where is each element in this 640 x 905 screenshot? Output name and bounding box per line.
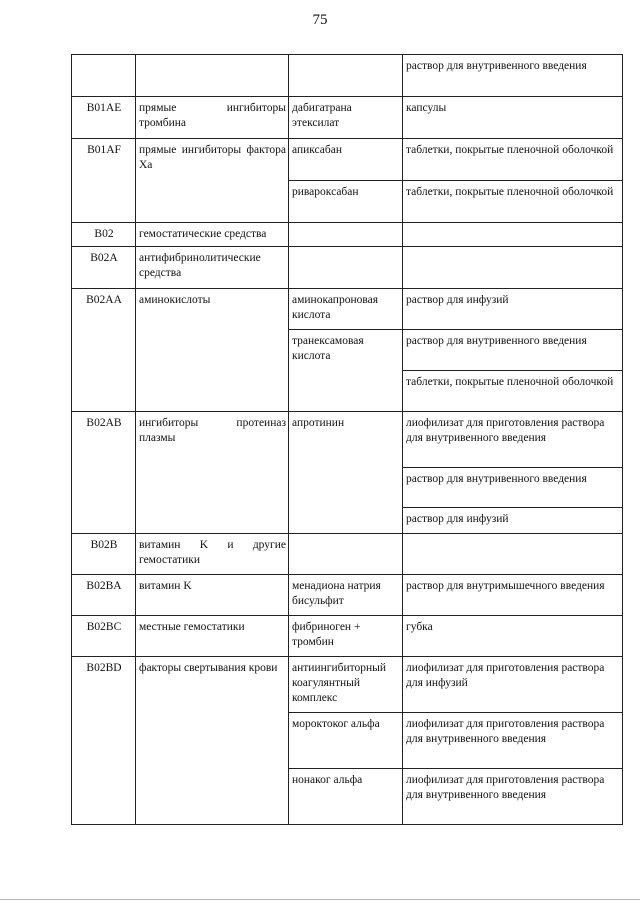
drug-cell: нонаког альфа	[289, 769, 403, 825]
form-cell	[403, 223, 623, 247]
form-cell: лиофилизат для приготовления раствора для инфузий	[403, 657, 623, 713]
form-cell: таблетки, покрытые пленочной оболочкой	[403, 371, 623, 412]
form-cell: лиофилизат для приготовления раствора для внутривенного введения	[403, 713, 623, 769]
code-cell: B02BD	[72, 657, 136, 825]
group-cell: витамин K и другие гемостатики	[136, 534, 289, 575]
group-cell: прямые ингибиторы фактора Xa	[136, 139, 289, 223]
form-cell	[403, 534, 623, 575]
table-row	[72, 247, 623, 289]
code-cell: B01AE	[72, 97, 136, 139]
code-cell: B02	[72, 223, 136, 247]
form-cell: таблетки, покрытые пленочной оболочкой	[403, 181, 623, 223]
drug-cell: ривароксабан	[289, 181, 403, 223]
form-cell: раствор для инфузий	[403, 508, 623, 534]
drug-cell: антиингибиторный коагулянтный комплекс	[289, 657, 403, 713]
code-cell: B02BA	[72, 575, 136, 616]
form-cell: таблетки, покрытые пленочной оболочкой	[403, 139, 623, 181]
page-bottom-rule	[0, 899, 640, 900]
drug-cell: менадиона натрия бисульфит	[289, 575, 403, 616]
drug-cell	[289, 223, 403, 247]
drug-cell: фибриноген + тромбин	[289, 616, 403, 657]
drug-cell	[289, 534, 403, 575]
table-row	[72, 97, 623, 139]
drug-cell: аминокапроновая кислота	[289, 289, 403, 330]
group-cell: местные гемостатики	[136, 616, 289, 657]
drug-cell: апиксабан	[289, 139, 403, 181]
table-row	[72, 412, 623, 468]
table-row	[72, 575, 623, 616]
form-cell: капсулы	[403, 97, 623, 139]
drug-cell	[289, 55, 403, 97]
form-cell: раствор для внутривенного введения	[403, 55, 623, 97]
code-cell: B02A	[72, 247, 136, 289]
group-cell: факторы свертывания крови	[136, 657, 289, 825]
form-cell: раствор для инфузий	[403, 289, 623, 330]
group-cell: витамин K	[136, 575, 289, 616]
table-row	[72, 657, 623, 713]
form-cell: раствор для внутривенного введения	[403, 468, 623, 508]
group-cell: антифибринолитические средства	[136, 247, 289, 289]
group-cell: гемостатические средства	[136, 223, 289, 247]
code-cell: B01AF	[72, 139, 136, 223]
page-number: 75	[312, 12, 328, 28]
form-cell	[403, 247, 623, 289]
form-cell: лиофилизат для приготовления раствора для внутривенного введения	[403, 412, 623, 468]
group-cell: аминокислоты	[136, 289, 289, 412]
drug-table	[71, 54, 623, 825]
table-row	[72, 289, 623, 330]
drug-cell: апротинин	[289, 412, 403, 534]
code-cell	[72, 55, 136, 97]
group-cell	[136, 55, 289, 97]
form-cell: лиофилизат для приготовления раствора для внутривенного введения	[403, 769, 623, 825]
drug-cell: дабигатрана этексилат	[289, 97, 403, 139]
code-cell: B02AA	[72, 289, 136, 412]
table-row	[72, 534, 623, 575]
group-cell: ингибиторы протеиназ плазмы	[136, 412, 289, 534]
code-cell: B02AB	[72, 412, 136, 534]
table-row	[72, 616, 623, 657]
code-cell: B02BC	[72, 616, 136, 657]
group-cell: прямые ингибиторы тромбина	[136, 97, 289, 139]
form-cell: раствор для внутримышечного введения	[403, 575, 623, 616]
code-cell: B02B	[72, 534, 136, 575]
drug-cell: транексамовая кислота	[289, 330, 403, 412]
drug-cell: мороктоког альфа	[289, 713, 403, 769]
form-cell: губка	[403, 616, 623, 657]
form-cell: раствор для внутривенного введения	[403, 330, 623, 371]
drug-cell	[289, 247, 403, 289]
table-row	[72, 139, 623, 181]
table-row	[72, 55, 623, 97]
table-row	[72, 223, 623, 247]
